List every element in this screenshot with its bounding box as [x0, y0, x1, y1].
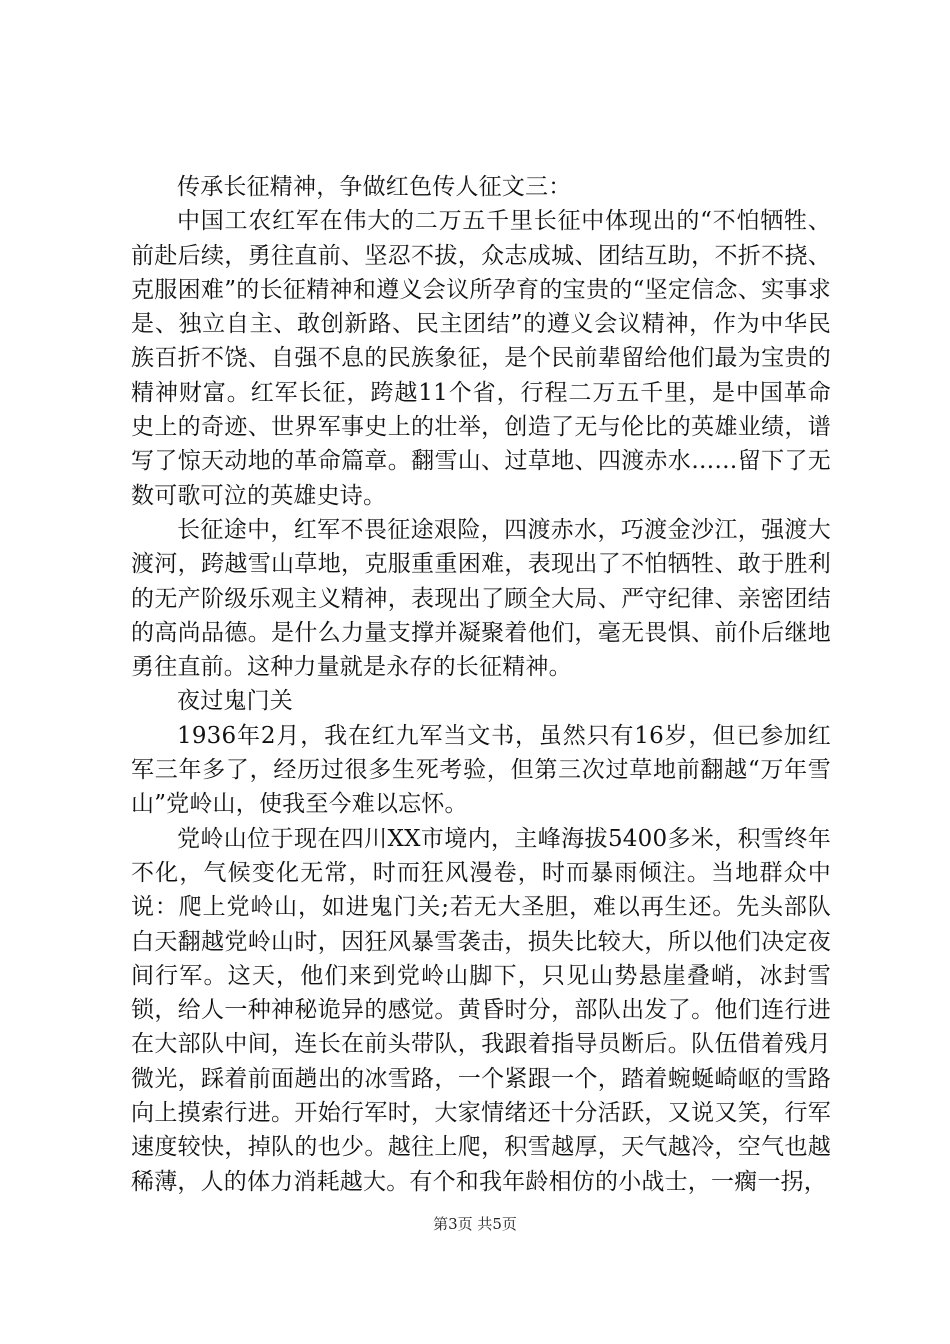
page-number-footer: 第3页 共5页	[433, 1215, 517, 1233]
document-body	[131, 170, 831, 1199]
paragraph-1936: 1936年2月，我在红九军当文书，虽然只有16岁，但已参加红军三年多了，经历过很多生死考验，但第三次过草地前翻越“万年雪山”党岭山，使我至今难以忘怀。	[131, 722, 831, 818]
paragraph-hardships: 长征途中，红军不畏征途艰险，四渡赤水，巧渡金沙江，强渡大渡河，跨越雪山草地，克服重重困难，表现出了不怕牺牲、敢于胜利的无产阶级乐观主义精神，表现出了顾全大局、严守纪律、亲密团结的高尚品德。是什么力量支撑并凝聚着他们，毫无畏惧、前仆后继地勇往直前。这种力量就是永存的长征精神。	[131, 516, 831, 681]
essay-heading: 传承长征精神，争做红色传人征文三：	[177, 174, 572, 200]
paragraph-dangling-mountain: 党岭山位于现在四川XX市境内，主峰海拔5400多米，积雪终年不化，气候变化无常，时而狂风漫卷，时而暴雨倾注。当地群众中说：爬上党岭山，如进鬼门关;若无大圣胆，难以再生还。先头部队白天翻越党岭山时，因狂风暴雪袭击，损失比较大，所以他们决定夜间行军。这天，他们来到党岭山脚下，只见山势悬崖叠峭，冰封雪锁，给人一种神秘诡异的感觉。黄昏时分，部队出发了。他们连行进在大部队中间，连长在前头带队，我跟着指导员断后。队伍借着残月微光，踩着前面趟出的冰雪路，一个紧跟一个，踏着蜿蜒崎岖的雪路向上摸索行进。开始行军时，大家情绪还十分活跃，又说又笑，行军速度较快，掉队的也少。越往上爬，积雪越厚，天气越冷，空气也越稀薄，人的体力消耗越大。有个和我年龄相仿的小战士，一瘸一拐，	[131, 825, 831, 1195]
paragraph-long-march-spirit: 中国工农红军在伟大的二万五千里长征中体现出的“不怕牺牲、前赴后续，勇往直前、坚忍不拔，众志成城、团结互助，不折不挠、克服困难”的长征精神和遵义会议所孕育的宝贵的“坚定信念、实事求是、独立自主、敢创新路、民主团结”的遵义会议精神，作为中华民族百折不饶、自强不息的民族象征，是个民前辈留给他们最为宝贵的精神财富。红军长征，跨越11个省，行程二万五千里，是中国革命史上的奇迹、世界军事史上的壮举，创造了无与伦比的英雄业绩，谱写了惊天动地的革命篇章。翻雪山、过草地、四渡赤水……留下了无数可歌可泣的英雄史诗。	[131, 208, 831, 509]
section-title: 夜过鬼门关	[177, 688, 293, 715]
